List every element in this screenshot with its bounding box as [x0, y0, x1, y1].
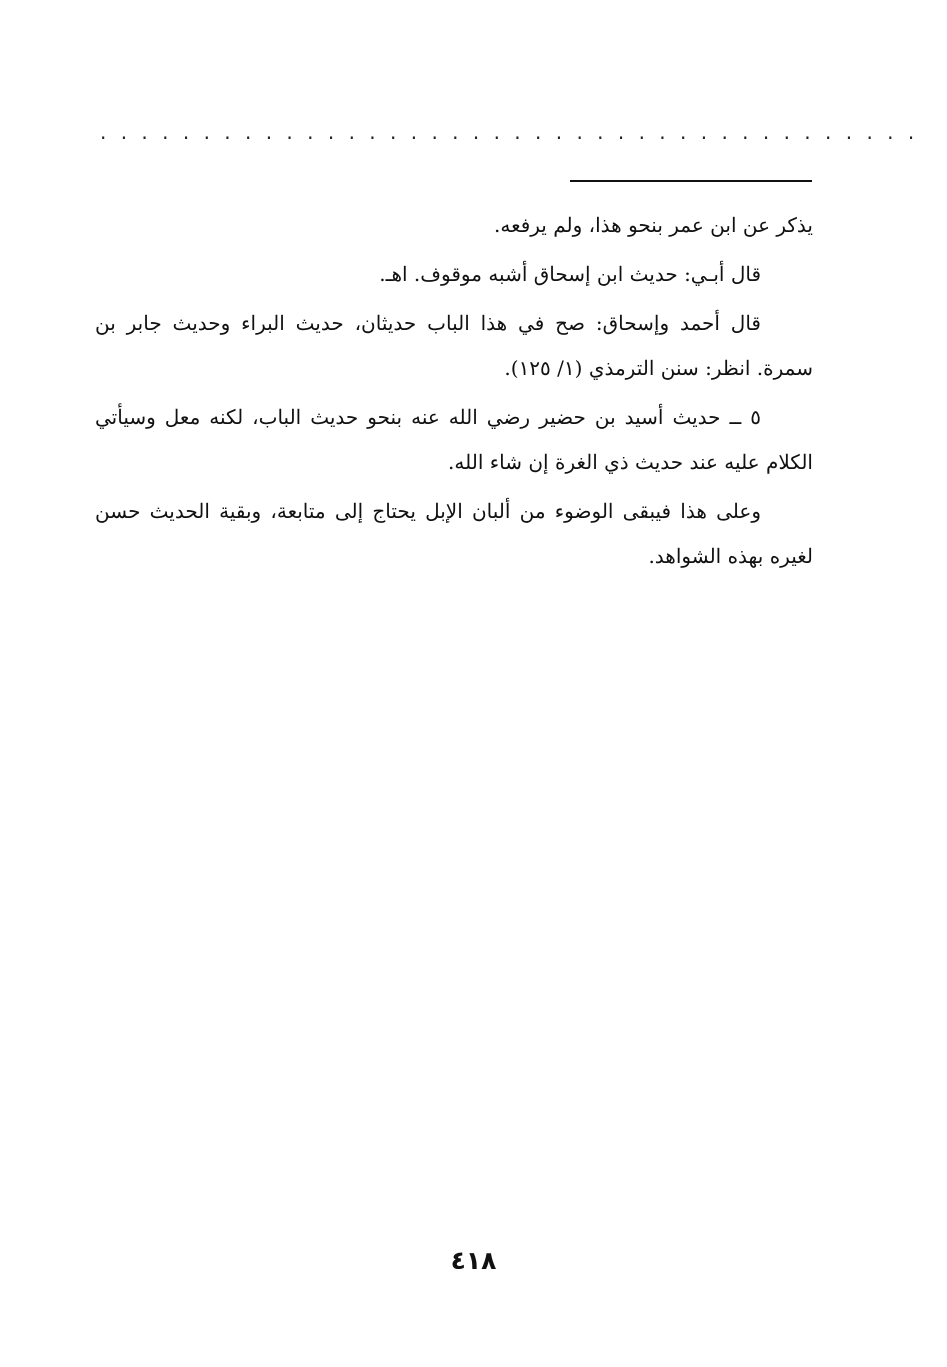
dotted-separator: . . . . . . . . . . . . . . . . . . . . . . . . . . . . . . . . . . . . . . . .	[100, 120, 919, 144]
paragraph: قال أبـي: حديث ابن إسحاق أشبه موقوف. اهـ.	[379, 262, 761, 286]
footnote-text	[95, 203, 813, 583]
footnote-rule	[570, 180, 812, 182]
page-number: ٤١٨	[450, 1246, 497, 1275]
paragraph: قال أحمد وإسحاق: صح في هذا الباب حديثان، حديث البراء وحديث جابر بن سمرة. انظر: سنن الترمذي (١/ ١٢٥).	[95, 311, 813, 380]
paragraph: وعلى هذا فيبقى الوضوء من ألبان الإبل يحتاج إلى متابعة، وبقية الحديث حسن لغيره بهذه الشواهد.	[95, 499, 813, 568]
paragraph: ٥ ــ حديث أسيد بن حضير رضي الله عنه بنحو حديث الباب، لكنه معل وسيأتي الكلام عليه عند حديث ذي الغرة إن شاء الله.	[95, 405, 813, 474]
paragraph: يذكر عن ابن عمر بنحو هذا، ولم يرفعه.	[493, 213, 813, 237]
